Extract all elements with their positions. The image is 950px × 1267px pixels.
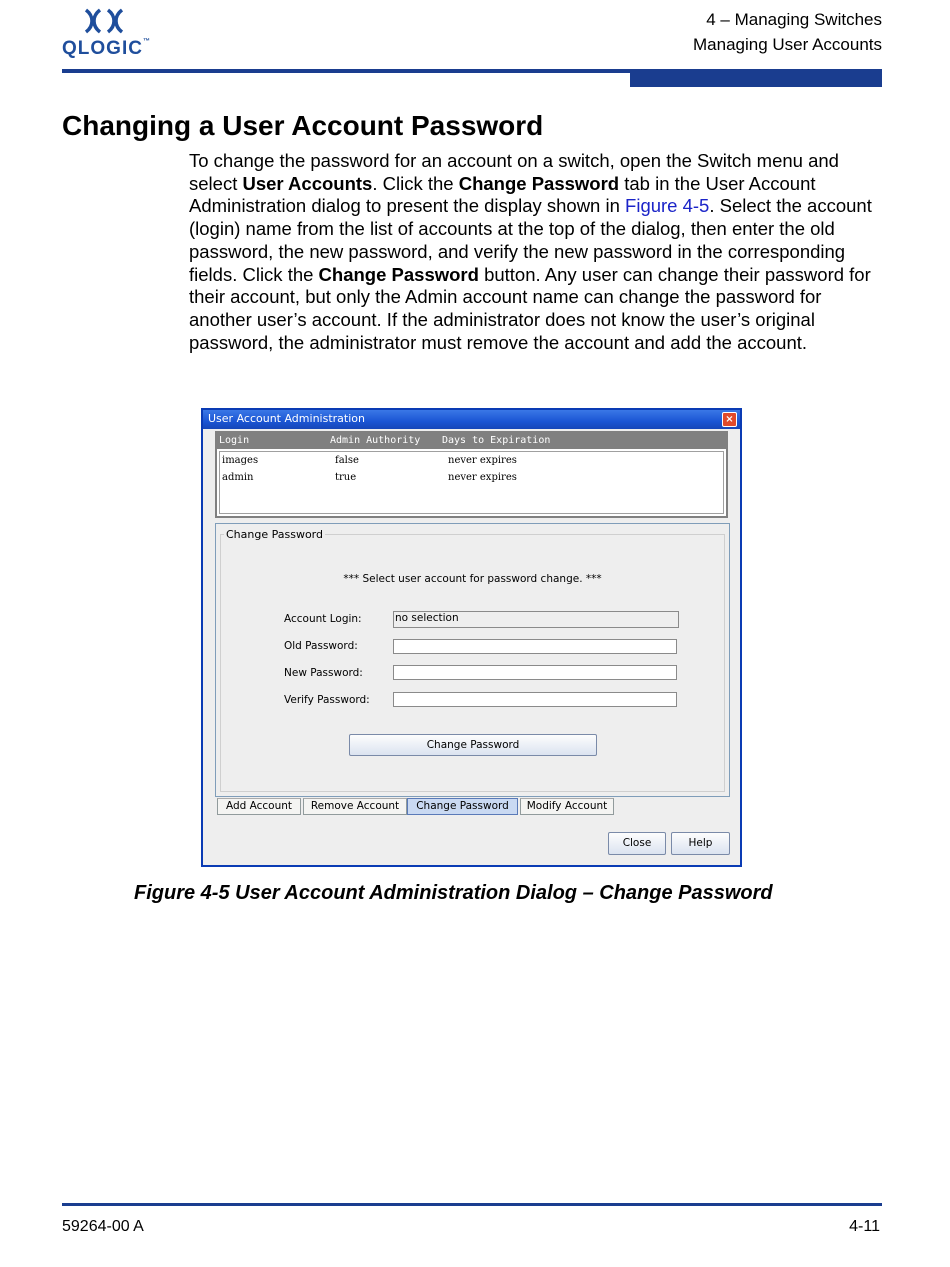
account-login-field: no selection — [393, 611, 679, 628]
change-password-panel — [215, 523, 730, 797]
column-header-admin-authority[interactable]: Admin Authority — [330, 435, 421, 446]
tab-add-account[interactable]: Add Account — [217, 798, 301, 815]
header-section: Managing User Accounts — [693, 35, 882, 54]
cell-login: images — [222, 455, 259, 466]
instruction-text: *** Select user account for password change. *** — [343, 573, 602, 585]
tab-remove-account[interactable]: Remove Account — [303, 798, 407, 815]
help-button[interactable]: Help — [671, 832, 730, 855]
header-chapter: 4 – Managing Switches — [706, 10, 882, 29]
old-password-label: Old Password: — [284, 640, 358, 652]
column-header-days-to-expiration[interactable]: Days to Expiration — [442, 435, 551, 446]
footer-doc-id: 59264-00 A — [62, 1218, 144, 1235]
figure-link[interactable]: Figure 4-5 — [625, 195, 710, 217]
footer-page-number: 4-11 — [849, 1218, 880, 1235]
column-header-login[interactable]: Login — [219, 435, 250, 446]
old-password-field[interactable] — [393, 639, 677, 654]
close-button[interactable]: Close — [608, 832, 666, 855]
cell-admin-authority: false — [335, 455, 359, 466]
cell-expiration: never expires — [448, 455, 517, 466]
change-password-button[interactable]: Change Password — [349, 734, 597, 756]
new-password-label: New Password: — [284, 667, 363, 679]
dialog-titlebar[interactable] — [203, 410, 740, 429]
change-password-group — [220, 528, 725, 792]
tab-modify-account[interactable]: Modify Account — [520, 798, 614, 815]
cell-login: admin — [222, 472, 254, 483]
verify-password-label: Verify Password: — [284, 694, 370, 706]
user-account-admin-dialog — [201, 408, 742, 867]
dialog-title: User Account Administration — [208, 412, 365, 425]
account-login-label: Account Login: — [284, 613, 362, 625]
tab-change-password[interactable]: Change Password — [407, 798, 518, 815]
body-paragraph: To change the password for an account on a switch, open the Switch menu and select User Accounts. Click the Change Password tab in the User Account Administration dialog to present the display shown in Figure 4-5. Select the account (login) name from the list of accounts at the top of the dialog, then enter the old password, the new password, and verify the new password in the corresponding fields. Click the Change Password button. Any user can change their password for their account, but only the Admin account name can change the password for another user’s account. If the administrator does not know the user’s original password, the administrator must remove the account and add the account. — [189, 150, 872, 353]
dialog-client — [203, 429, 740, 865]
accounts-table — [215, 431, 728, 518]
new-password-field[interactable] — [393, 665, 677, 680]
group-legend: Change Password — [226, 528, 323, 541]
table-body — [219, 451, 724, 514]
cell-expiration: never expires — [448, 472, 517, 483]
table-header — [217, 433, 726, 449]
cell-admin-authority: true — [335, 472, 357, 483]
qlogic-logo-mark-icon — [82, 6, 126, 36]
verify-password-field[interactable] — [393, 692, 677, 707]
page-title: Changing a User Account Password — [62, 110, 544, 141]
figure-caption: Figure 4-5 User Account Administration Dialog – Change Password — [134, 882, 773, 904]
close-icon[interactable]: × — [722, 412, 737, 427]
header-accent-block — [630, 69, 882, 87]
qlogic-logo — [62, 6, 152, 62]
logo-wordmark: QLOGIC™ — [62, 38, 151, 59]
footer-rule — [62, 1203, 882, 1206]
